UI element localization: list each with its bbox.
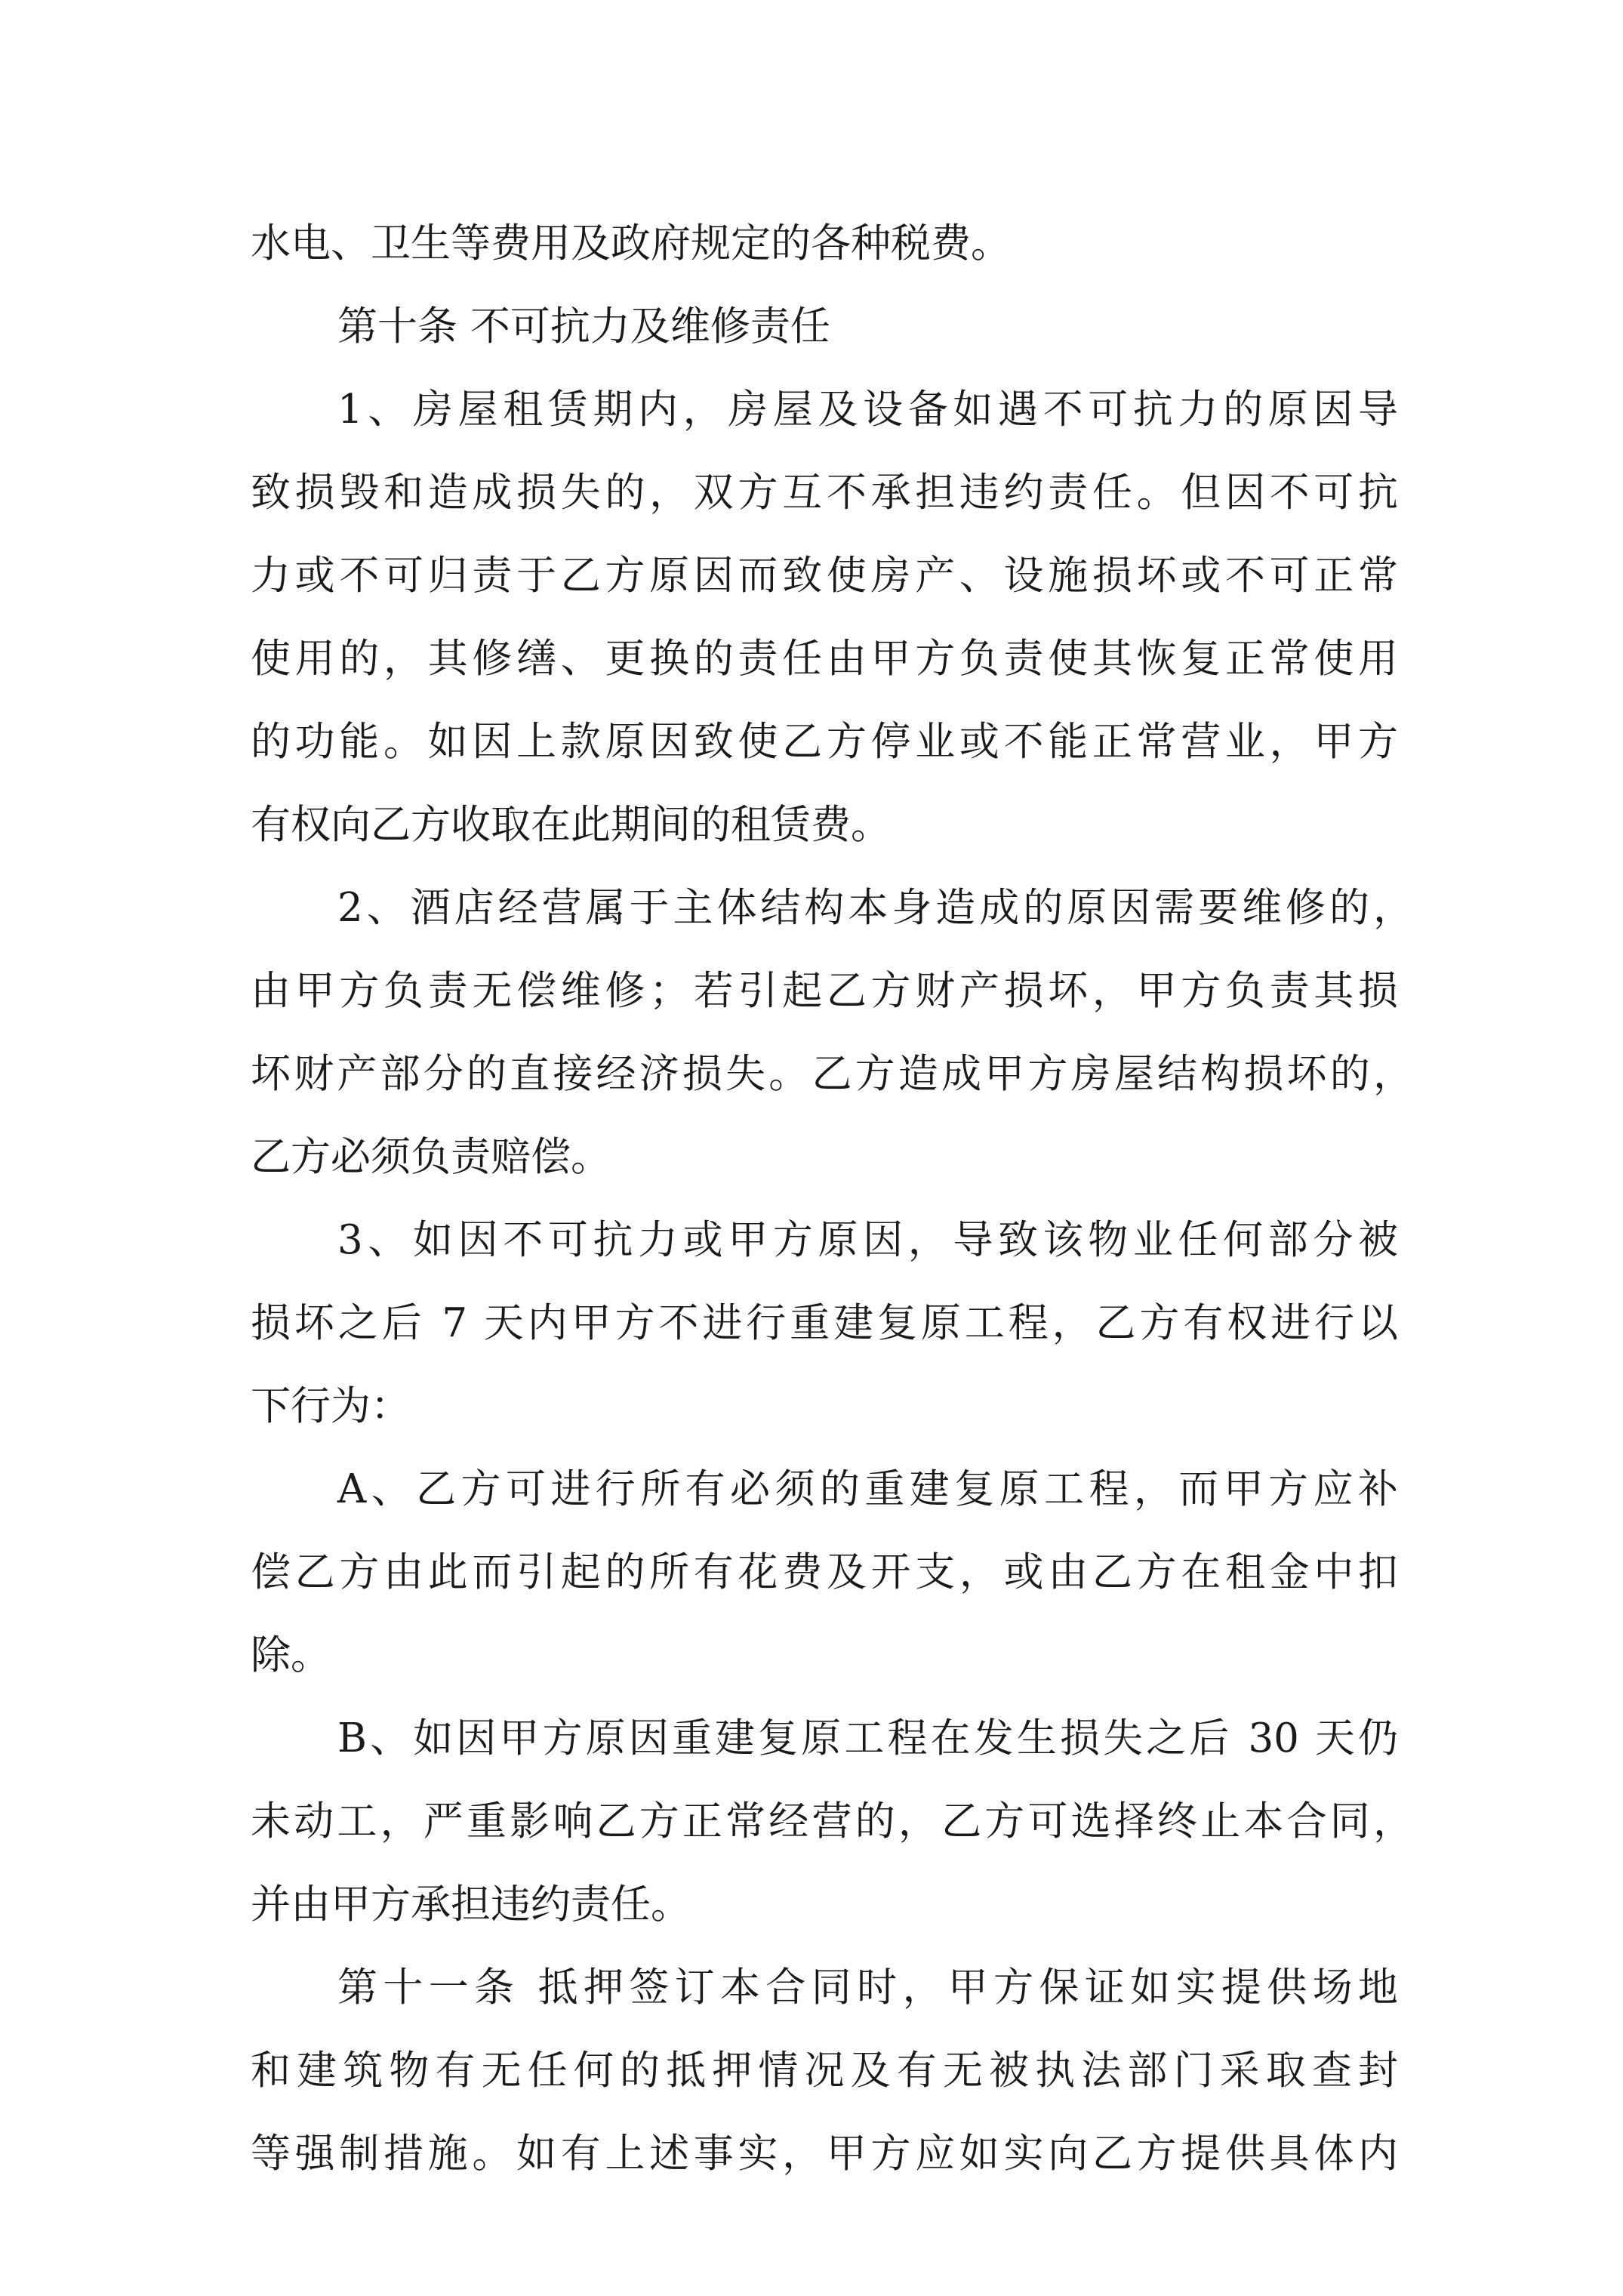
text-line: 由甲方负责无偿维修；若引起乙方财产损坏，甲方负责其损 <box>251 968 1398 1014</box>
text-line: 1、房屋租赁期内，房屋及设备如遇不可抗力的原因导 <box>337 387 1398 433</box>
text-line: 和建筑物有无任何的抵押情况及有无被执法部门采取查封 <box>251 2048 1398 2094</box>
text-line: 未动工，严重影响乙方正常经营的，乙方可选择终止本合同， <box>251 1798 1413 1845</box>
article-heading: 第十一条 抵押签订本合同时，甲方保证如实提供场地 <box>337 1965 1398 2011</box>
text-line: B、如因甲方原因重建复原工程在发生损失之后 30 天仍 <box>337 1715 1398 1761</box>
text-line: 下行为： <box>251 1383 411 1429</box>
text-line: 的功能。如因上款原因致使乙方停业或不能正常营业，甲方 <box>251 719 1398 765</box>
text-line: 乙方必须负责赔偿。 <box>251 1134 611 1180</box>
text-line: 使用的，其修缮、更换的责任由甲方负责使其恢复正常使用 <box>251 636 1398 682</box>
text-line: A、乙方可进行所有必须的重建复原工程，而甲方应补 <box>337 1466 1398 1512</box>
text-line: 除。 <box>251 1632 331 1678</box>
text-line: 等强制措施。如有上述事实，甲方应如实向乙方提供具体内 <box>251 2131 1398 2177</box>
text-line: 2、酒店经营属于主体结构本身造成的原因需要维修的， <box>337 885 1413 931</box>
text-line: 致损毁和造成损失的，双方互不承担违约责任。但因不可抗 <box>251 470 1398 516</box>
text-line: 坏财产部分的直接经济损失。乙方造成甲方房屋结构损坏的， <box>251 1051 1413 1097</box>
text-line: 偿乙方由此而引起的所有花费及开支，或由乙方在租金中扣 <box>251 1549 1398 1595</box>
text-line: 并由甲方承担违约责任。 <box>251 1881 691 1928</box>
text-line: 水电、卫生等费用及政府规定的各种税费。 <box>251 220 1011 267</box>
article-heading: 第十条 不可抗力及维修责任 <box>337 304 830 350</box>
text-line: 损坏之后 7 天内甲方不进行重建复原工程，乙方有权进行以 <box>251 1300 1398 1346</box>
text-line: 有权向乙方收取在此期间的租赁费。 <box>251 802 891 848</box>
text-line: 力或不可归责于乙方原因而致使房产、设施损坏或不可正常 <box>251 553 1398 599</box>
text-line: 3、如因不可抗力或甲方原因，导致该物业任何部分被 <box>337 1217 1398 1263</box>
